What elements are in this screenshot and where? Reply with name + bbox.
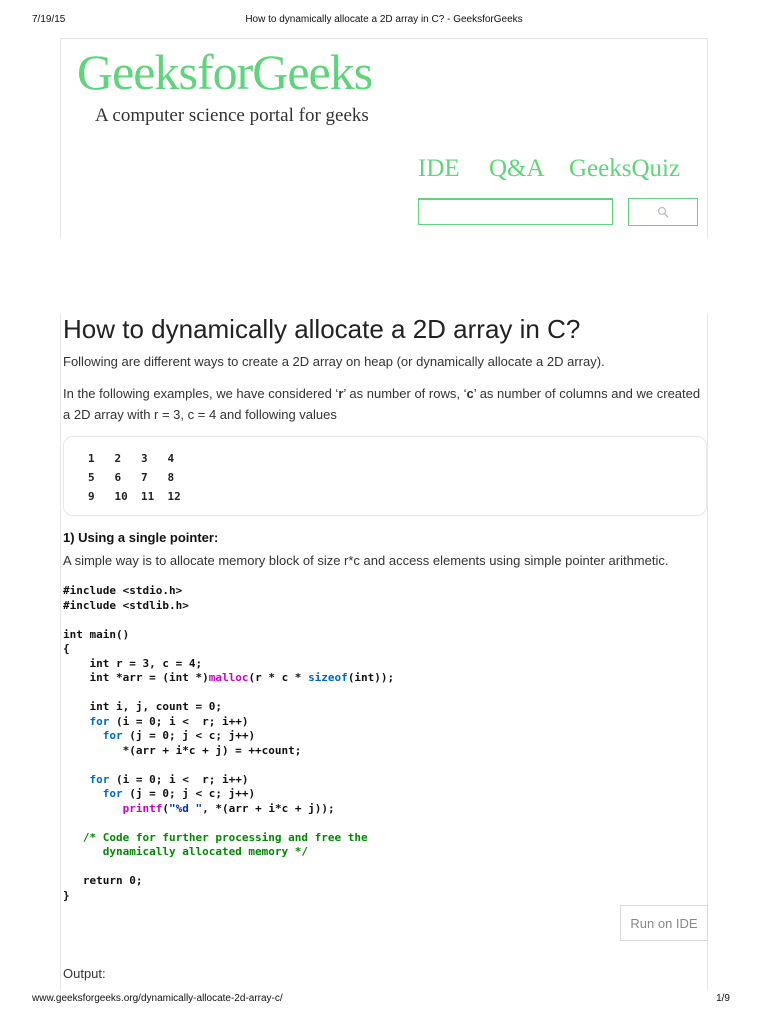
code-listing: #include <stdio.h> #include <stdlib.h> int main() { int r = 3, c = 4; int *arr = (int *)malloc(r * c * sizeof(int)); int i, j, count = 0; for (i = 0; i < r; i++) for (j = 0; j < c; j++) *(arr + i*c + j) = ++count; for (i = 0; i < r; i++) for (j = 0; j < c; j++) printf("%d ", *(arr + i*c + j)); /* Code for further processing and free the dynamically allocated memory */ return 0; } <box>63 584 395 902</box>
nav-geeksquiz-link[interactable]: GeeksQuiz <box>569 155 681 182</box>
section-paragraph: A simple way is to allocate memory block of size r*c and access elements using simple pointer arithmetic. <box>63 553 669 568</box>
search-icon <box>657 206 669 218</box>
section-heading: 1) Using a single pointer: <box>63 530 219 545</box>
intro-paragraph: Following are different ways to create a 2D array on heap (or dynamically allocate a 2D array). <box>63 354 605 369</box>
site-tagline: A computer science portal for geeks <box>95 105 369 126</box>
print-page-title: How to dynamically allocate a 2D array in C? - GeeksforGeeks <box>245 14 523 25</box>
article <box>60 314 708 990</box>
values-text: 1 2 3 4 5 6 7 8 9 10 11 12 <box>88 452 181 503</box>
examples-paragraph: In the following examples, we have considered ‘r’ as number of rows, ‘c’ as number of columns and we created a 2D array with r = 3, c = 4 and following values <box>63 386 701 422</box>
site-logo[interactable]: GeeksforGeeks <box>77 44 373 100</box>
output-label: Output: <box>63 966 106 981</box>
values-code-block <box>63 436 707 516</box>
print-footer-url: www.geeksforgeeks.org/dynamically-allocate-2d-array-c/ <box>32 993 283 1004</box>
search-button[interactable] <box>628 198 698 226</box>
print-page-number: 1/9 <box>716 993 730 1004</box>
nav-qa-link[interactable]: Q&A <box>489 155 545 182</box>
search-input[interactable] <box>418 198 613 225</box>
run-on-ide-button[interactable]: Run on IDE <box>620 905 708 941</box>
nav-ide-link[interactable]: IDE <box>418 155 460 182</box>
print-date: 7/19/15 <box>32 14 66 25</box>
site-header <box>60 38 708 238</box>
article-title: How to dynamically allocate a 2D array in C? <box>63 314 581 344</box>
